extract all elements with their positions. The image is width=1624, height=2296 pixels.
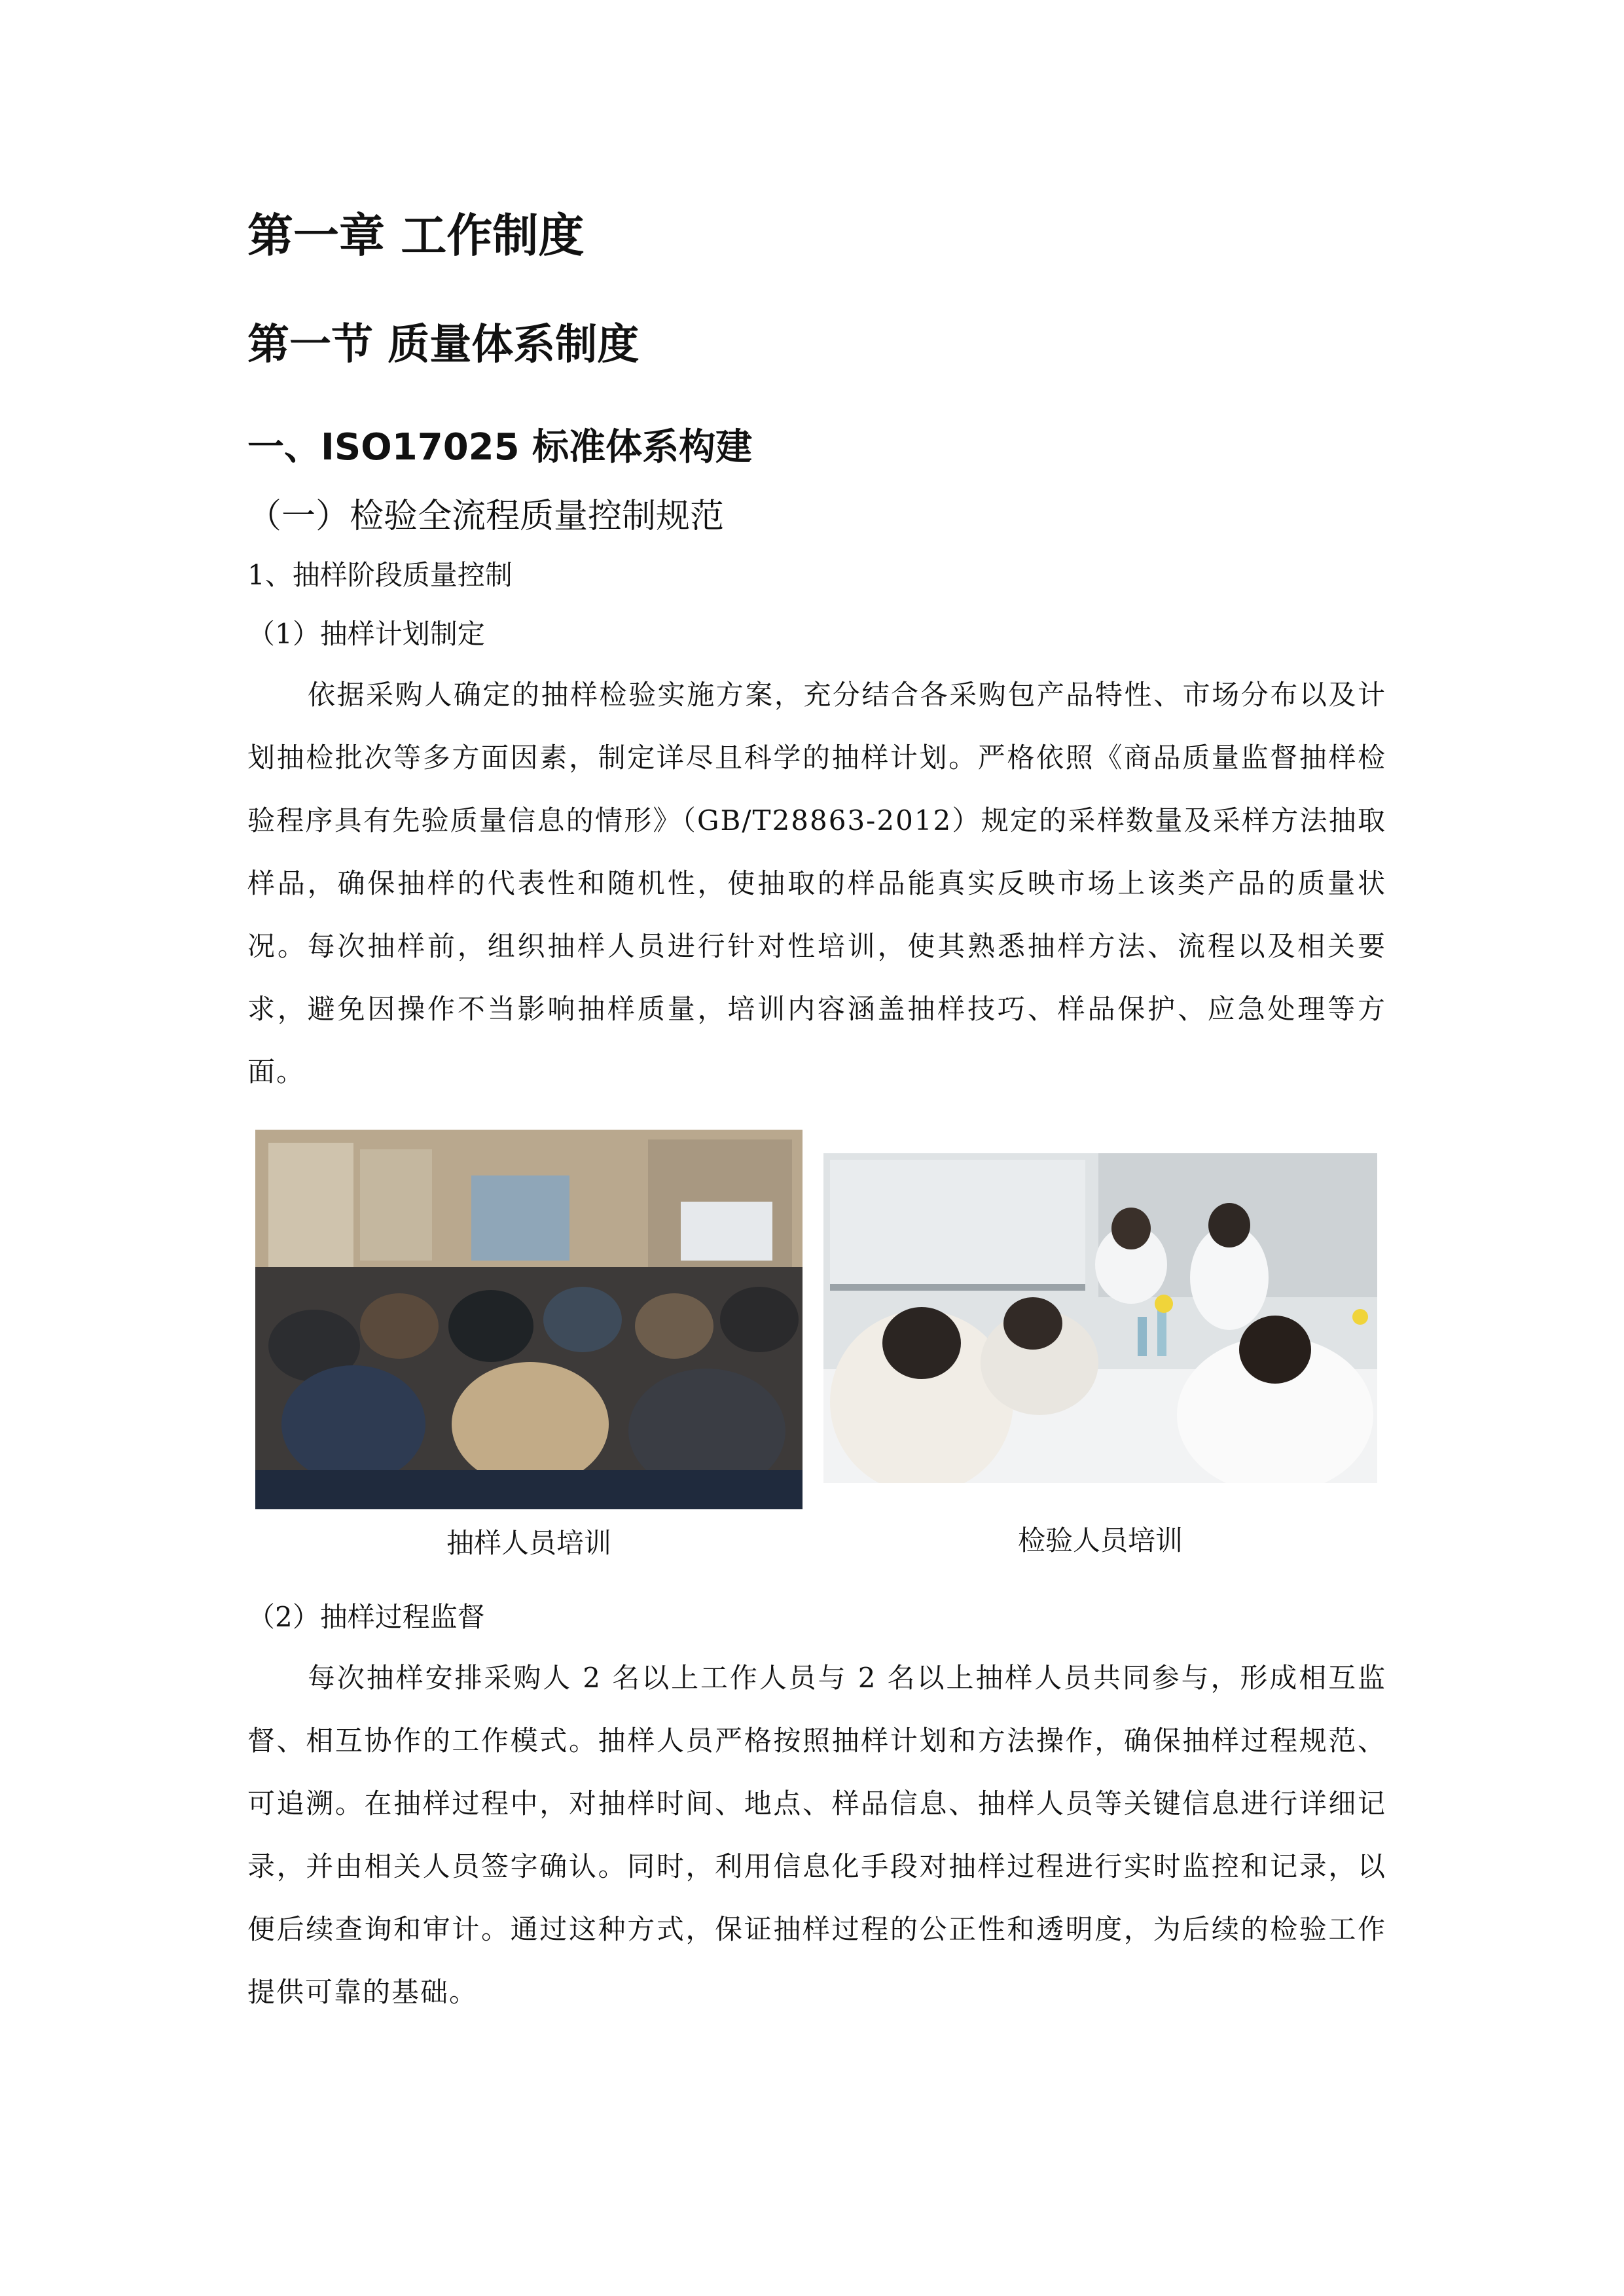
section-title: 第一节 质量体系制度 xyxy=(247,321,640,369)
plan-title: （1）抽样计划制定 xyxy=(247,618,485,650)
sampling-training-photo xyxy=(255,1130,803,1509)
figure-sampling-training xyxy=(255,1130,803,1570)
chapter-title: 第一章 工作制度 xyxy=(247,209,585,262)
document-content xyxy=(247,196,1386,2024)
part-title: （一）检验全流程质量控制规范 xyxy=(247,497,725,536)
figure-inspection-training xyxy=(823,1153,1377,1567)
training-room-image xyxy=(255,1130,803,1509)
inspection-training-caption: 检验人员培训 xyxy=(1017,1524,1183,1556)
supervision-paragraph: 每次抽样安排采购人 2 名以上工作人员与 2 名以上抽样人员共同参与，形成相互监督、相互协作的工作模式。抽样人员严格按照抽样计划和方法操作，确保抽样过程规范、可追溯。在抽样过程中，对抽样时间、地点、样品信息、抽样人员等关键信息进行详细记录，并由相关人员签字确认。同时，利用信息化手段对抽样过程进行实时监控和记录，以便后续查询和审计。通过这种方式，保证抽样过程的公正性和透明度，为后续的检验工作提供可靠的基础。 xyxy=(247,1662,1386,2008)
item-title: 1、抽样阶段质量控制 xyxy=(247,559,513,591)
figure-row xyxy=(247,1130,1386,1588)
supervision-title: （2）抽样过程监督 xyxy=(247,1601,485,1633)
plan-paragraph: 依据采购人确定的抽样检验实施方案，充分结合各采购包产品特性、市场分布以及计划抽检批次等多方面因素，制定详尽且科学的抽样计划。严格依照《商品质量监督抽样检验程序具有先验质量信息的情形》（GB/T28863-2012）规定的采样数量及采样方法抽取样品，确保抽样的代表性和随机性，使抽取的样品能真实反映市场上该类产品的质量状况。每次抽样前，组织抽样人员进行针对性培训，使其熟悉抽样方法、流程以及相关要求，避免因操作不当影响抽样质量，培训内容涵盖抽样技巧、样品保护、应急处理等方面。 xyxy=(247,679,1386,1088)
inspection-training-photo xyxy=(823,1153,1377,1483)
lab-image xyxy=(823,1153,1377,1483)
sampling-training-caption: 抽样人员培训 xyxy=(446,1527,611,1559)
subsection-title: 一、ISO17025 标准体系构建 xyxy=(247,426,753,469)
